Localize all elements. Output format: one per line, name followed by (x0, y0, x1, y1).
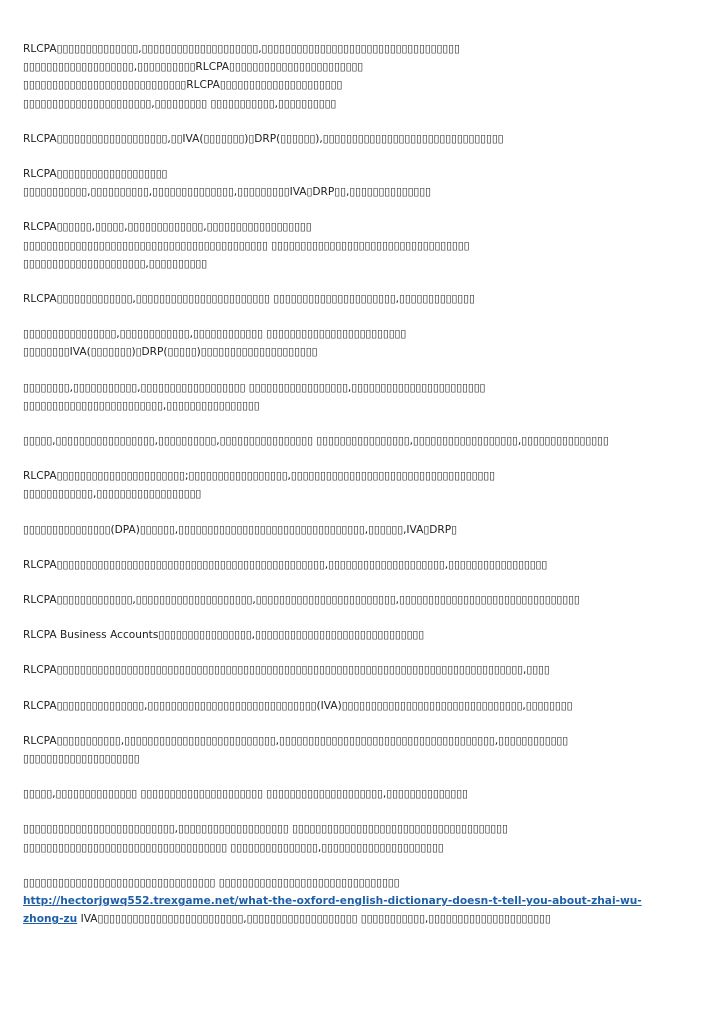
paragraph (23, 661, 697, 679)
link-continuation-line (23, 910, 697, 928)
paragraph-line: ▯▯▯▯▯▯▯▯▯▯▯▯▯▯▯▯▯▯▯▯▯▯▯▯▯▯▯▯▯▯▯▯▯▯▯ ▯▯▯▯▯▯▯▯▯▯▯▯▯▯▯,▯▯▯▯▯▯▯▯▯▯▯▯▯▯▯▯▯▯▯▯▯ (23, 841, 444, 854)
after-link-text: IVA▯▯▯▯▯▯▯▯▯▯▯▯▯▯▯▯▯▯▯▯▯▯▯▯▯,▯▯▯▯▯▯▯▯▯▯▯▯▯▯▯▯▯▯▯ ▯▯▯▯▯▯▯▯▯▯▯,▯▯▯▯▯▯▯▯▯▯▯▯▯▯▯▯▯▯▯▯▯ (77, 913, 551, 926)
paragraph-line: ▯▯▯▯▯▯▯▯▯▯▯▯▯▯▯▯▯▯▯▯ (23, 753, 140, 766)
document-body (23, 40, 697, 946)
paragraph-line: RLCPA▯▯▯▯▯▯▯▯▯▯▯▯▯▯▯▯▯▯▯,▯▯IVA(▯▯▯▯▯▯▯)▯DRP(▯▯▯▯▯▯),▯▯▯▯▯▯▯▯▯▯▯▯▯▯▯▯▯▯▯▯▯▯▯▯▯▯▯▯▯▯▯ (23, 132, 504, 145)
article-link[interactable]: http://hectorjgwq552.trexgame.net/what-the-oxford-english-dictionary-doesn-t-tell-you-about-zhai-wu- (23, 895, 642, 908)
link-line (23, 892, 697, 910)
paragraph-line: ▯▯▯▯▯▯▯▯▯▯▯▯,▯▯▯▯▯▯▯▯▯▯▯▯▯▯▯▯▯▯ (23, 488, 202, 501)
last-paragraph-line: ▯▯▯▯▯▯▯▯▯▯▯▯▯▯▯▯▯▯▯▯▯▯▯▯▯▯▯▯▯▯▯▯▯ ▯▯▯▯▯▯▯▯▯▯▯▯▯▯▯▯▯▯▯▯▯▯▯▯▯▯▯▯▯▯▯ (23, 876, 400, 889)
paragraph (23, 626, 697, 644)
last-paragraph (23, 874, 697, 929)
paragraph-line: ▯▯▯▯▯▯▯▯▯▯▯▯▯▯▯▯▯▯▯▯▯▯▯▯,▯▯▯▯▯▯▯▯▯▯▯▯▯▯▯▯ (23, 399, 260, 412)
paragraph-list (23, 40, 697, 857)
paragraph-line: RLCPA Business Accounts▯▯▯▯▯▯▯▯▯▯▯▯▯▯▯▯,▯▯▯▯▯▯▯▯▯▯▯▯▯▯▯▯▯▯▯▯▯▯▯▯▯▯▯▯▯ (23, 629, 425, 642)
paragraph (23, 130, 697, 148)
paragraph (23, 218, 697, 273)
paragraph-line: ▯▯▯▯▯▯▯▯,▯▯▯▯▯▯▯▯▯▯▯,▯▯▯▯▯▯▯▯▯▯▯▯▯▯▯▯▯▯ ▯▯▯▯▯▯▯▯▯▯▯▯▯▯▯▯▯,▯▯▯▯▯▯▯▯▯▯▯▯▯▯▯▯▯▯▯▯▯▯▯ (23, 381, 486, 394)
paragraph-line: ▯▯▯▯▯,▯▯▯▯▯▯▯▯▯▯▯▯▯▯ ▯▯▯▯▯▯▯▯▯▯▯▯▯▯▯▯▯▯▯▯▯ ▯▯▯▯▯▯▯▯▯▯▯▯▯▯▯▯▯▯▯▯,▯▯▯▯▯▯▯▯▯▯▯▯▯▯ (23, 788, 468, 801)
paragraph-line: ▯▯▯▯▯▯▯▯▯▯▯▯▯▯▯▯,▯▯▯▯▯▯▯▯▯▯▯▯,▯▯▯▯▯▯▯▯▯▯▯▯ ▯▯▯▯▯▯▯▯▯▯▯▯▯▯▯▯▯▯▯▯▯▯▯▯ (23, 328, 407, 341)
paragraph (23, 40, 697, 113)
paragraph-line: RLCPA▯▯▯▯▯▯▯▯▯▯▯▯▯▯▯▯▯▯▯▯▯▯▯▯▯▯▯▯▯▯▯▯▯▯▯▯▯▯▯▯▯▯▯▯▯▯▯▯▯▯▯▯▯▯▯▯▯▯▯▯▯▯▯▯▯▯▯▯▯▯▯▯▯▯▯▯▯▯▯▯,▯▯▯▯ (23, 664, 550, 677)
paragraph (23, 325, 697, 361)
paragraph (23, 467, 697, 503)
paragraph-line: RLCPA▯▯▯▯▯▯▯▯▯▯▯▯▯▯▯▯▯▯▯▯▯▯▯▯▯▯▯▯▯▯▯▯▯▯▯▯▯▯▯▯▯▯▯▯▯▯,▯▯▯▯▯▯▯▯▯▯▯▯▯▯▯▯▯▯▯▯,▯▯▯▯▯▯▯▯▯▯▯▯▯▯▯▯▯ (23, 558, 548, 571)
paragraph-line: RLCPA▯▯▯▯▯▯,▯▯▯▯▯,▯▯▯▯▯▯▯▯▯▯▯▯▯,▯▯▯▯▯▯▯▯▯▯▯▯▯▯▯▯▯▯ (23, 221, 312, 234)
paragraph (23, 521, 697, 539)
paragraph (23, 165, 697, 201)
paragraph-line: ▯▯▯▯▯▯▯▯IVA(▯▯▯▯▯▯▯)▯DRP(▯▯▯▯▯)▯▯▯▯▯▯▯▯▯▯▯▯▯▯▯▯▯▯▯▯ (23, 346, 318, 359)
paragraph-line: RLCPA▯▯▯▯▯▯▯▯▯▯▯▯▯,▯▯▯▯▯▯▯▯▯▯▯▯▯▯▯▯▯▯▯▯,▯▯▯▯▯▯▯▯▯▯▯▯▯▯▯▯▯▯▯▯▯▯▯▯,▯▯▯▯▯▯▯▯▯▯▯▯▯▯▯▯▯▯▯▯▯▯▯▯▯▯▯▯▯▯▯ (23, 594, 580, 607)
paragraph-line: ▯▯▯▯▯▯▯▯▯▯▯▯▯▯▯▯▯▯▯▯▯▯▯▯▯▯,▯▯▯▯▯▯▯▯▯▯▯▯▯▯▯▯▯▯▯ ▯▯▯▯▯▯▯▯▯▯▯▯▯▯▯▯▯▯▯▯▯▯▯▯▯▯▯▯▯▯▯▯▯▯▯▯▯ (23, 823, 508, 836)
paragraph-line: ▯▯▯▯▯▯▯▯▯▯▯▯▯▯▯▯▯▯▯▯▯▯▯▯▯▯▯▯▯▯▯▯▯▯▯▯▯▯▯▯▯▯ ▯▯▯▯▯▯▯▯▯▯▯▯▯▯▯▯▯▯▯▯▯▯▯▯▯▯▯▯▯▯▯▯▯▯ (23, 239, 470, 252)
paragraph-line: ▯▯▯▯▯▯▯▯▯▯▯,▯▯▯▯▯▯▯▯▯▯,▯▯▯▯▯▯▯▯▯▯▯▯▯▯,▯▯▯▯▯▯▯▯▯IVA▯DRP▯▯,▯▯▯▯▯▯▯▯▯▯▯▯▯▯ (23, 186, 431, 199)
paragraph-line: RLCPA▯▯▯▯▯▯▯▯▯▯▯▯▯,▯▯▯▯▯▯▯▯▯▯▯▯▯▯▯▯▯▯▯▯▯▯▯ ▯▯▯▯▯▯▯▯▯▯▯▯▯▯▯▯▯▯▯▯▯,▯▯▯▯▯▯▯▯▯▯▯▯▯ (23, 293, 475, 306)
paragraph-line: ▯▯▯▯▯▯▯▯▯▯▯▯▯▯▯▯▯▯▯,▯▯▯▯▯▯▯▯▯▯RLCPA▯▯▯▯▯▯▯▯▯▯▯▯▯▯▯▯▯▯▯▯▯▯▯ (23, 61, 364, 74)
paragraph (23, 556, 697, 574)
paragraph (23, 290, 697, 308)
paragraph-line: RLCPA▯▯▯▯▯▯▯▯▯▯▯,▯▯▯▯▯▯▯▯▯▯▯▯▯▯▯▯▯▯▯▯▯▯▯▯▯▯,▯▯▯▯▯▯▯▯▯▯▯▯▯▯▯▯▯▯▯▯▯▯▯▯▯▯▯▯▯▯▯▯▯▯▯▯▯,▯▯▯▯▯▯▯▯▯▯▯▯ (23, 734, 569, 747)
article-link-continuation[interactable]: zhong-zu (23, 913, 78, 926)
paragraph (23, 432, 697, 450)
paragraph (23, 785, 697, 803)
paragraph-line: ▯▯▯▯▯,▯▯▯▯▯▯▯▯▯▯▯▯▯▯▯▯▯,▯▯▯▯▯▯▯▯▯▯,▯▯▯▯▯▯▯▯▯▯▯▯▯▯▯▯ ▯▯▯▯▯▯▯▯▯▯▯▯▯▯▯▯,▯▯▯▯▯▯▯▯▯▯▯▯▯▯▯▯▯▯,▯▯▯▯▯▯▯▯▯▯▯▯▯▯▯ (23, 435, 609, 448)
paragraph-line: RLCPA▯▯▯▯▯▯▯▯▯▯▯▯▯▯▯,▯▯▯▯▯▯▯▯▯▯▯▯▯▯▯▯▯▯▯▯▯▯▯▯▯▯▯▯▯(IVA)▯▯▯▯▯▯▯▯▯▯▯▯▯▯▯▯▯▯▯▯▯▯▯▯▯▯▯▯▯▯▯,▯▯▯▯▯▯▯▯ (23, 699, 573, 712)
paragraph (23, 697, 697, 715)
paragraph-line: ▯▯▯▯▯▯▯▯▯▯▯▯▯▯▯(DPA)▯▯▯▯▯▯,▯▯▯▯▯▯▯▯▯▯▯▯▯▯▯▯▯▯▯▯▯▯▯▯▯▯▯▯▯▯▯▯,▯▯▯▯▯▯,IVA▯DRP▯ (23, 523, 457, 536)
paragraph-line: ▯▯▯▯▯▯▯▯▯▯▯▯▯▯▯▯▯▯▯▯▯▯▯▯▯▯▯▯RLCPA▯▯▯▯▯▯▯▯▯▯▯▯▯▯▯▯▯▯▯▯▯ (23, 79, 343, 92)
paragraph-line: ▯▯▯▯▯▯▯▯▯▯▯▯▯▯▯▯▯▯▯▯▯,▯▯▯▯▯▯▯▯▯▯ (23, 257, 208, 270)
paragraph-line: ▯▯▯▯▯▯▯▯▯▯▯▯▯▯▯▯▯▯▯▯▯▯,▯▯▯▯▯▯▯▯▯ ▯▯▯▯▯▯▯▯▯▯▯,▯▯▯▯▯▯▯▯▯▯ (23, 97, 337, 110)
paragraph-line: RLCPA▯▯▯▯▯▯▯▯▯▯▯▯▯▯,▯▯▯▯▯▯▯▯▯▯▯▯▯▯▯▯▯▯▯▯,▯▯▯▯▯▯▯▯▯▯▯▯▯▯▯▯▯▯▯▯▯▯▯▯▯▯▯▯▯▯▯▯▯▯ (23, 43, 460, 55)
paragraph (23, 820, 697, 856)
paragraph (23, 379, 697, 415)
paragraph (23, 591, 697, 609)
paragraph-line: RLCPA▯▯▯▯▯▯▯▯▯▯▯▯▯▯▯▯▯▯▯ (23, 168, 168, 181)
paragraph (23, 732, 697, 768)
paragraph-line: RLCPA▯▯▯▯▯▯▯▯▯▯▯▯▯▯▯▯▯▯▯▯▯▯;▯▯▯▯▯▯▯▯▯▯▯▯▯▯▯▯▯,▯▯▯▯▯▯▯▯▯▯▯▯▯▯▯▯▯▯▯▯▯▯▯▯▯▯▯▯▯▯▯▯▯▯▯ (23, 470, 495, 483)
